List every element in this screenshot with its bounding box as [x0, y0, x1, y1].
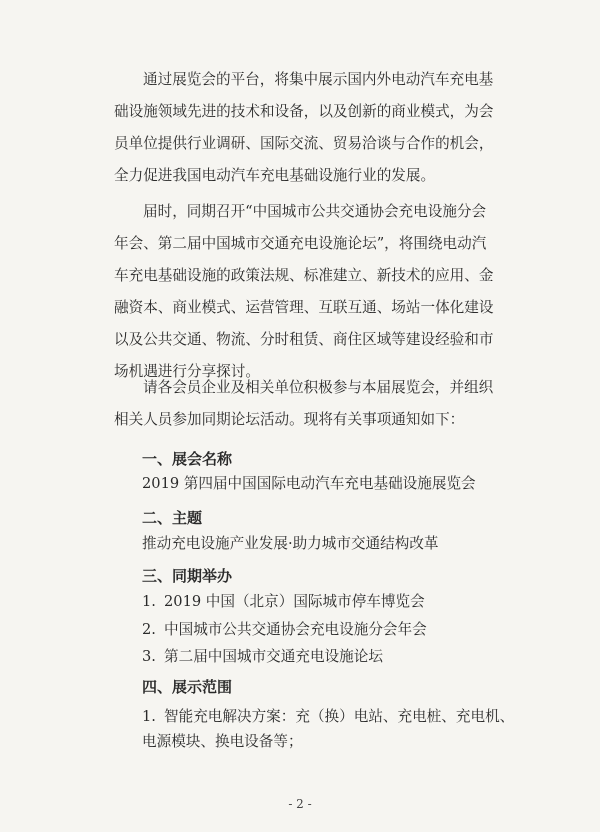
list-item-text: 2019 中国（北京）国际城市停车博览会 — [164, 593, 425, 610]
paragraph-line: 车充电基础设施的政策法规、标准建立、新技术的应用、金 — [114, 267, 494, 284]
list-item — [142, 645, 383, 666]
list-item-number: 2. — [142, 621, 156, 638]
paragraph-line: 础设施领域先进的技术和设备，以及创新的商业模式，为会 — [114, 103, 494, 120]
paragraph-line: 届时，同期召开“中国城市公共交通协会充电设施分会 — [143, 203, 487, 220]
list-item-number: 1. — [142, 708, 156, 725]
exhibition-name-text: 2019 第四届中国国际电动汽车充电基础设施展览会 — [142, 475, 476, 492]
paragraph-line: 相关人员参加同期论坛活动。现将有关事项通知如下： — [114, 411, 465, 428]
paragraph-line: 以及公共交通、物流、分时租赁、商住区域等建设经验和市 — [114, 331, 494, 348]
paragraph-line: 融资本、商业模式、运营管理、互联互通、场站一体化建设 — [114, 299, 494, 316]
paragraph-line: 年会、第二届中国城市交通充电设施论坛”，将围绕电动汽 — [114, 235, 487, 252]
section-heading-concurrent-events: 三、同期举办 — [142, 567, 233, 585]
list-item-number: 1. — [142, 593, 156, 610]
page-number: - 2 - — [288, 797, 312, 811]
section-heading-theme: 二、主题 — [142, 509, 203, 527]
paragraph-line: 请各会员企业及相关单位积极参与本届展览会，并组织 — [143, 379, 494, 396]
theme-text: 推动充电设施产业发展·助力城市交通结构改革 — [142, 535, 439, 552]
section-heading-exhibit-scope: 四、展示范围 — [142, 678, 233, 696]
list-item-text: 智能充电解决方案：充（换）电站、充电桩、充电机、 — [164, 708, 515, 725]
paragraph-exhibition-platform — [114, 64, 520, 192]
list-item-number: 3. — [142, 648, 156, 665]
list-item — [142, 590, 425, 611]
paragraph-invitation — [114, 372, 520, 436]
list-item — [142, 618, 427, 639]
paragraph-line: 通过展览会的平台，将集中展示国内外电动汽车充电基 — [143, 71, 494, 88]
paragraph-line: 全力促进我国电动汽车充电基础设施行业的发展。 — [114, 167, 436, 184]
list-item-continuation: 电源模块、换电设备等； — [142, 733, 303, 750]
list-item-text: 第二届中国城市交通充电设施论坛 — [164, 648, 383, 665]
list-item-text: 中国城市公共交通协会充电设施分会年会 — [164, 621, 427, 638]
paragraph-line: 员单位提供行业调研、国际交流、贸易洽谈与合作的机会， — [114, 135, 494, 152]
paragraph-line: 场机遇进行分享探讨。 — [114, 363, 260, 380]
list-item — [142, 705, 514, 726]
paragraph-concurrent-events — [114, 196, 520, 388]
section-heading-exhibition-name: 一、展会名称 — [142, 450, 233, 468]
